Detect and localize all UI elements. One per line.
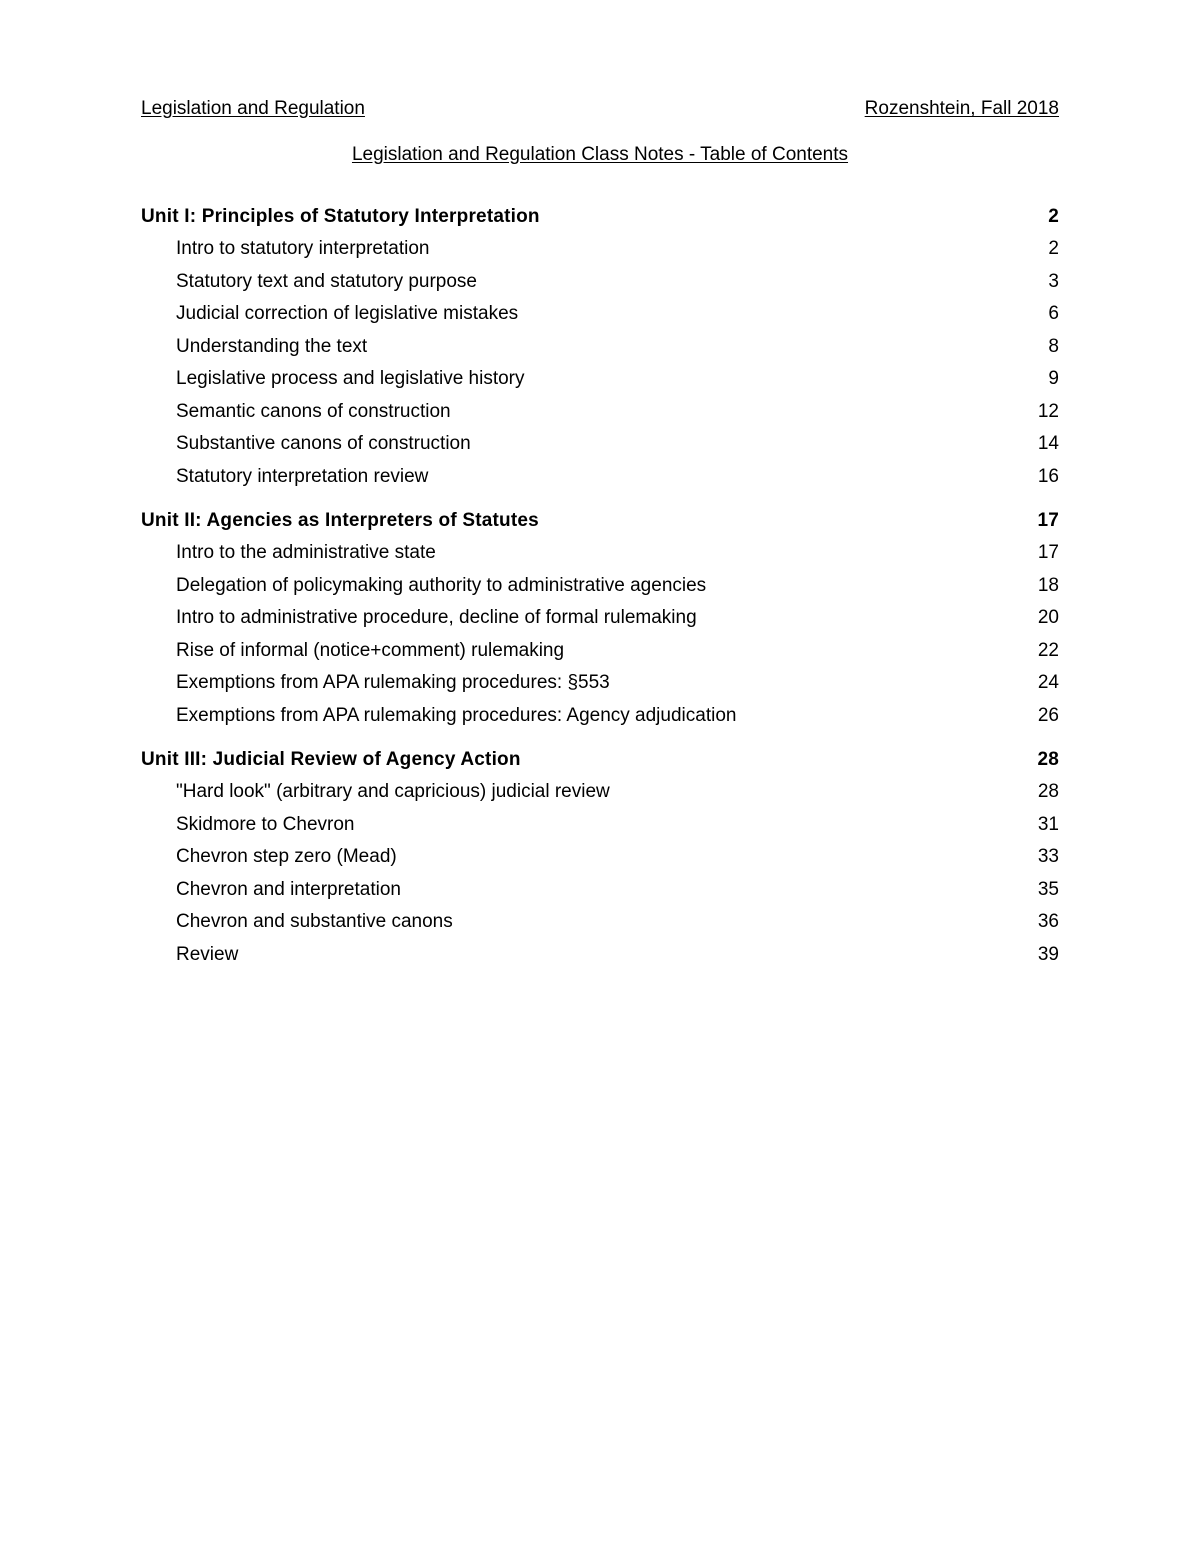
entry-page-number: 36: [1037, 911, 1059, 932]
entry-page-number: 24: [1037, 672, 1059, 693]
toc-entry[interactable]: [141, 463, 1059, 496]
toc-entry[interactable]: [141, 300, 1059, 333]
unit-page-number: 17: [1037, 510, 1059, 531]
unit-title: Unit III: Judicial Review of Agency Action: [141, 749, 521, 770]
entry-title: Intro to statutory interpretation: [176, 238, 430, 259]
toc-entry[interactable]: [141, 702, 1059, 735]
page-header: [141, 96, 1059, 122]
entry-title: Exemptions from APA rulemaking procedures: Agency adjudication: [176, 704, 737, 726]
unit-page-number: 2: [1048, 206, 1059, 227]
entry-title: Exemptions from APA rulemaking procedures: §553: [176, 672, 610, 693]
toc-entry[interactable]: [141, 908, 1059, 941]
table-of-contents: [141, 203, 1059, 985]
entry-page-number: 8: [1048, 335, 1059, 357]
entry-title: Intro to the administrative state: [176, 542, 436, 563]
toc-unit: [141, 746, 1059, 973]
toc-entry[interactable]: [141, 637, 1059, 670]
entry-page-number: 39: [1037, 943, 1059, 965]
toc-unit-heading[interactable]: [141, 507, 1059, 539]
entry-page-number: 3: [1048, 270, 1059, 292]
toc-entry[interactable]: [141, 604, 1059, 637]
toc-entry[interactable]: [141, 268, 1059, 301]
header-author-term: Rozenshtein, Fall 2018: [864, 98, 1059, 119]
entry-title: Delegation of policymaking authority to administrative agencies: [176, 574, 707, 596]
toc-unit-heading[interactable]: [141, 203, 1059, 235]
toc-entry[interactable]: [141, 430, 1059, 463]
entry-title: Review: [176, 943, 239, 965]
entry-page-number: 16: [1037, 465, 1059, 487]
entry-page-number: 9: [1048, 368, 1059, 389]
toc-entry[interactable]: [141, 876, 1059, 909]
toc-entry[interactable]: [141, 235, 1059, 268]
entry-title: Semantic canons of construction: [176, 400, 451, 422]
entry-title: Legislative process and legislative history: [176, 368, 525, 389]
toc-entry[interactable]: [141, 778, 1059, 811]
toc-entry[interactable]: [141, 398, 1059, 431]
entry-page-number: 26: [1037, 704, 1059, 726]
header-course-name: Legislation and Regulation: [141, 98, 365, 119]
unit-title: Unit II: Agencies as Interpreters of Statutes: [141, 510, 539, 531]
entry-page-number: 35: [1037, 878, 1059, 900]
document-title: Legislation and Regulation Class Notes - Table of Contents: [351, 144, 849, 165]
entry-page-number: 33: [1037, 846, 1059, 867]
entry-title: Substantive canons of construction: [176, 433, 471, 454]
entry-page-number: 28: [1037, 781, 1059, 802]
entry-title: Skidmore to Chevron: [176, 813, 355, 835]
entry-title: Intro to administrative procedure, decline of formal rulemaking: [176, 607, 697, 628]
entry-page-number: 20: [1037, 607, 1059, 628]
toc-entry[interactable]: [141, 669, 1059, 702]
entry-title: Chevron step zero (Mead): [176, 846, 397, 867]
entry-title: Understanding the text: [176, 335, 368, 357]
toc-unit-heading[interactable]: [141, 746, 1059, 778]
entry-page-number: 22: [1037, 639, 1059, 661]
toc-entry[interactable]: [141, 941, 1059, 974]
entry-title: Chevron and substantive canons: [176, 911, 453, 932]
entry-page-number: 12: [1037, 400, 1059, 422]
toc-unit: [141, 203, 1059, 495]
toc-entry[interactable]: [141, 811, 1059, 844]
toc-entry[interactable]: [141, 843, 1059, 876]
unit-page-number: 28: [1037, 749, 1059, 770]
toc-entry[interactable]: [141, 365, 1059, 398]
entry-page-number: 18: [1037, 574, 1059, 596]
entry-page-number: 2: [1048, 238, 1059, 259]
entry-title: Statutory interpretation review: [176, 465, 429, 487]
toc-entry[interactable]: [141, 572, 1059, 605]
entry-page-number: 14: [1037, 433, 1059, 454]
entry-title: Judicial correction of legislative mistakes: [176, 303, 519, 324]
unit-title: Unit I: Principles of Statutory Interpretation: [141, 206, 540, 227]
entry-page-number: 6: [1048, 303, 1059, 324]
entry-page-number: 31: [1037, 813, 1059, 835]
toc-entry[interactable]: [141, 333, 1059, 366]
entry-title: Statutory text and statutory purpose: [176, 270, 478, 292]
entry-page-number: 17: [1037, 542, 1059, 563]
toc-entry[interactable]: [141, 539, 1059, 572]
entry-title: Rise of informal (notice+comment) rulemaking: [176, 639, 565, 661]
toc-unit: [141, 507, 1059, 734]
entry-title: Chevron and interpretation: [176, 878, 401, 900]
entry-title: "Hard look" (arbitrary and capricious) judicial review: [176, 781, 610, 802]
